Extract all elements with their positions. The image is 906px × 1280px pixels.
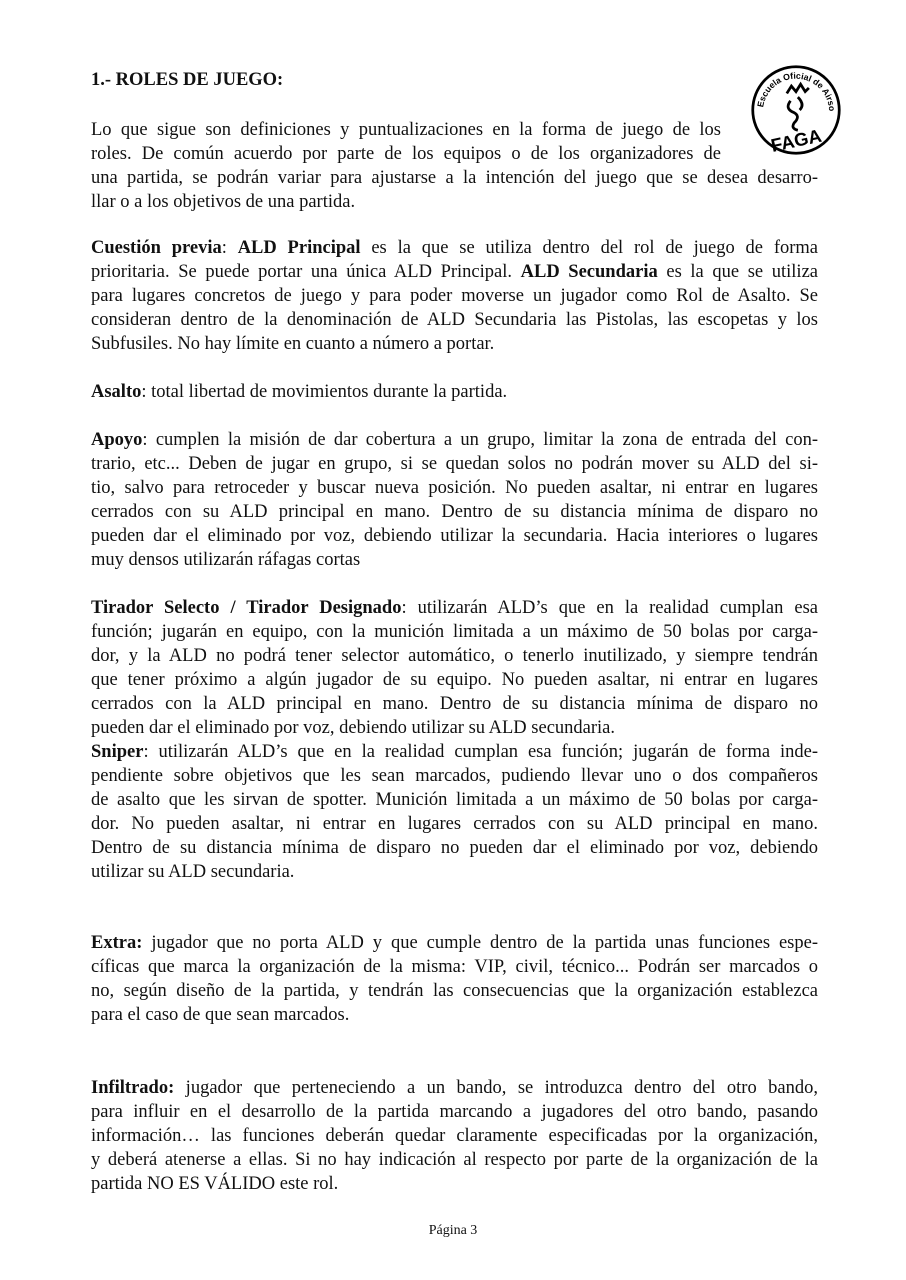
paragraph-infiltrado	[91, 1076, 818, 1196]
text-run: : total libertad de movimientos durante la partida.	[141, 382, 508, 402]
text-run: información… las funciones deberán quedar claramente especificadas por la organización,	[91, 1126, 818, 1146]
bold-term: Tirador Selecto / Tirador Designado	[91, 598, 402, 618]
text-run: :	[221, 238, 238, 258]
text-line	[91, 596, 818, 620]
text-run: jugador que no porta ALD y que cumple dentro de la partida unas funciones espe-	[142, 933, 818, 953]
text-run: Dentro de su distancia mínima de disparo no pueden dar el eliminado por voz, debiendo	[91, 838, 818, 858]
text-run: para influir en el desarrollo de la partida marcando a jugadores del otro bando, pasando	[91, 1102, 818, 1122]
text-line	[91, 236, 818, 260]
page-number: Página 3	[428, 1223, 478, 1238]
paragraph-asalto	[91, 380, 818, 404]
bold-term: ALD Secundaria	[520, 262, 658, 282]
paragraph-apoyo	[91, 428, 818, 572]
bold-term: Infiltrado:	[91, 1078, 175, 1098]
text-run: muy densos utilizarán ráfagas cortas	[91, 550, 361, 570]
text-run: para el caso de que sean marcados.	[91, 1005, 350, 1025]
text-line	[91, 524, 818, 548]
text-line	[91, 716, 818, 740]
paragraph-tirador	[91, 596, 818, 740]
text-run: y deberá atenerse a ellas. Si no hay indicación al respecto por parte de la organización de la	[91, 1150, 818, 1170]
bold-term: Sniper	[91, 742, 144, 762]
text-run: cíficas que marca la organización de la misma: VIP, civil, técnico... Podrán ser marcados o	[91, 957, 818, 977]
paragraph-cuestion-previa	[91, 236, 818, 356]
text-line	[91, 1076, 818, 1100]
text-line	[91, 476, 818, 500]
text-line	[91, 380, 818, 404]
text-line	[91, 668, 818, 692]
text-run: : utilizarán ALD’s que en la realidad cumplan esa	[401, 598, 818, 618]
text-run: prioritaria. Se puede portar una única ALD Principal.	[91, 262, 521, 282]
text-run: función; jugarán en equipo, con la munición limitada a un máximo de 50 bolas por carga-	[91, 622, 818, 642]
bold-term: ALD Principal	[237, 238, 361, 258]
text-run: tio, salvo para retroceder y buscar nueva posición. No pueden asaltar, ni entrar en lugares	[91, 478, 818, 498]
svg-text:Escuela Oficial de Airsoft: Escuela Oficial de Airso	[755, 70, 838, 112]
text-line	[91, 740, 818, 764]
text-run: roles. De común acuerdo por parte de los equipos o de los organizadores de	[91, 144, 721, 164]
text-line	[91, 620, 818, 644]
svg-text:FAGA: FAGA	[769, 124, 824, 156]
text-run: Subfusiles. No hay límite en cuanto a número a portar.	[91, 334, 495, 354]
text-line	[91, 931, 818, 955]
text-line	[91, 644, 818, 668]
text-line	[91, 860, 818, 884]
text-line	[91, 692, 818, 716]
text-run: de asalto que les sirvan de spotter. Munición limitada a un máximo de 50 bolas por carga-	[91, 790, 818, 810]
text-run: no, según diseño de la partida, y tendrán las consecuencias que la organización establezca	[91, 981, 818, 1001]
text-run: que tener próximo a algún jugador de su equipo. No pueden asaltar, ni entrar en lugares	[91, 670, 818, 690]
text-line	[91, 764, 818, 788]
text-line	[91, 166, 818, 190]
text-run: : utilizarán ALD’s que en la realidad cumplan esa función; jugarán de forma inde-	[143, 742, 818, 762]
text-line	[91, 1124, 818, 1148]
bold-term: Cuestión previa	[91, 238, 222, 258]
text-line	[91, 118, 721, 142]
bold-term: Asalto	[91, 382, 142, 402]
bold-term: Extra:	[91, 933, 143, 953]
text-line	[91, 260, 818, 284]
text-line	[91, 1100, 818, 1124]
text-line	[91, 190, 818, 214]
text-run: es la que se utiliza	[657, 262, 818, 282]
text-run: jugador que perteneciendo a un bando, se introduzca dentro del otro bando,	[174, 1078, 818, 1098]
text-run: : cumplen la misión de dar cobertura a un grupo, limitar la zona de entrada del con-	[142, 430, 818, 450]
text-run: Lo que sigue son definiciones y puntualizaciones en la forma de juego de los	[91, 120, 721, 140]
text-line	[91, 1148, 818, 1172]
text-run: pueden dar el eliminado por voz, debiendo utilizar la secundaria. Hacia interiores o lugares	[91, 526, 818, 546]
text-run: para lugares concretos de juego y para poder moverse un jugador como Rol de Asalto. Se	[91, 286, 818, 306]
text-line	[91, 308, 818, 332]
paragraph-intro	[91, 118, 818, 214]
text-line	[91, 500, 818, 524]
section-heading: 1.- ROLES DE JUEGO:	[91, 70, 284, 90]
text-line	[91, 788, 818, 812]
paragraph-extra	[91, 931, 818, 1027]
text-run: es la que se utiliza dentro del rol de juego de forma	[360, 238, 818, 258]
text-line	[91, 452, 818, 476]
text-run: llar o a los objetivos de una partida.	[91, 192, 356, 212]
text-line	[91, 142, 721, 166]
text-line	[91, 1172, 818, 1196]
text-line	[91, 332, 818, 356]
text-run: pendiente sobre objetivos que les sean marcados, pudiendo llevar uno o dos compañeros	[91, 766, 818, 786]
text-run: cerrados con su ALD principal en mano. Dentro de su distancia mínima de disparo no	[91, 502, 818, 522]
text-line	[91, 955, 818, 979]
bold-term: Apoyo	[91, 430, 143, 450]
text-run: una partida, se podrán variar para ajustarse a la intención del juego que se desea desarro-	[91, 168, 818, 188]
text-line	[91, 284, 818, 308]
text-run: cerrados con la ALD principal en mano. Dentro de su distancia mínima de disparo no	[91, 694, 818, 714]
text-line	[91, 812, 818, 836]
text-line	[91, 836, 818, 860]
text-line	[91, 548, 818, 572]
text-run: partida NO ES VÁLIDO este rol.	[91, 1174, 339, 1194]
text-line	[91, 979, 818, 1003]
text-run: utilizar su ALD secundaria.	[91, 862, 295, 882]
text-run: consideran dentro de la denominación de ALD Secundaria las Pistolas, las escopetas y los	[91, 310, 818, 330]
text-run: dor, y la ALD no podrá tener selector automático, o tenerlo inutilizado, y siempre tendrán	[91, 646, 818, 666]
text-line	[91, 1003, 818, 1027]
paragraph-sniper	[91, 740, 818, 884]
text-run: dor. No pueden asaltar, ni entrar en lugares cerrados con su ALD principal en mano.	[91, 814, 818, 834]
text-run: trario, etc... Deben de jugar en grupo, si se quedan solos no podrán mover su ALD del si-	[91, 454, 818, 474]
text-run: pueden dar el eliminado por voz, debiendo utilizar su ALD secundaria.	[91, 718, 615, 738]
text-line	[91, 428, 818, 452]
